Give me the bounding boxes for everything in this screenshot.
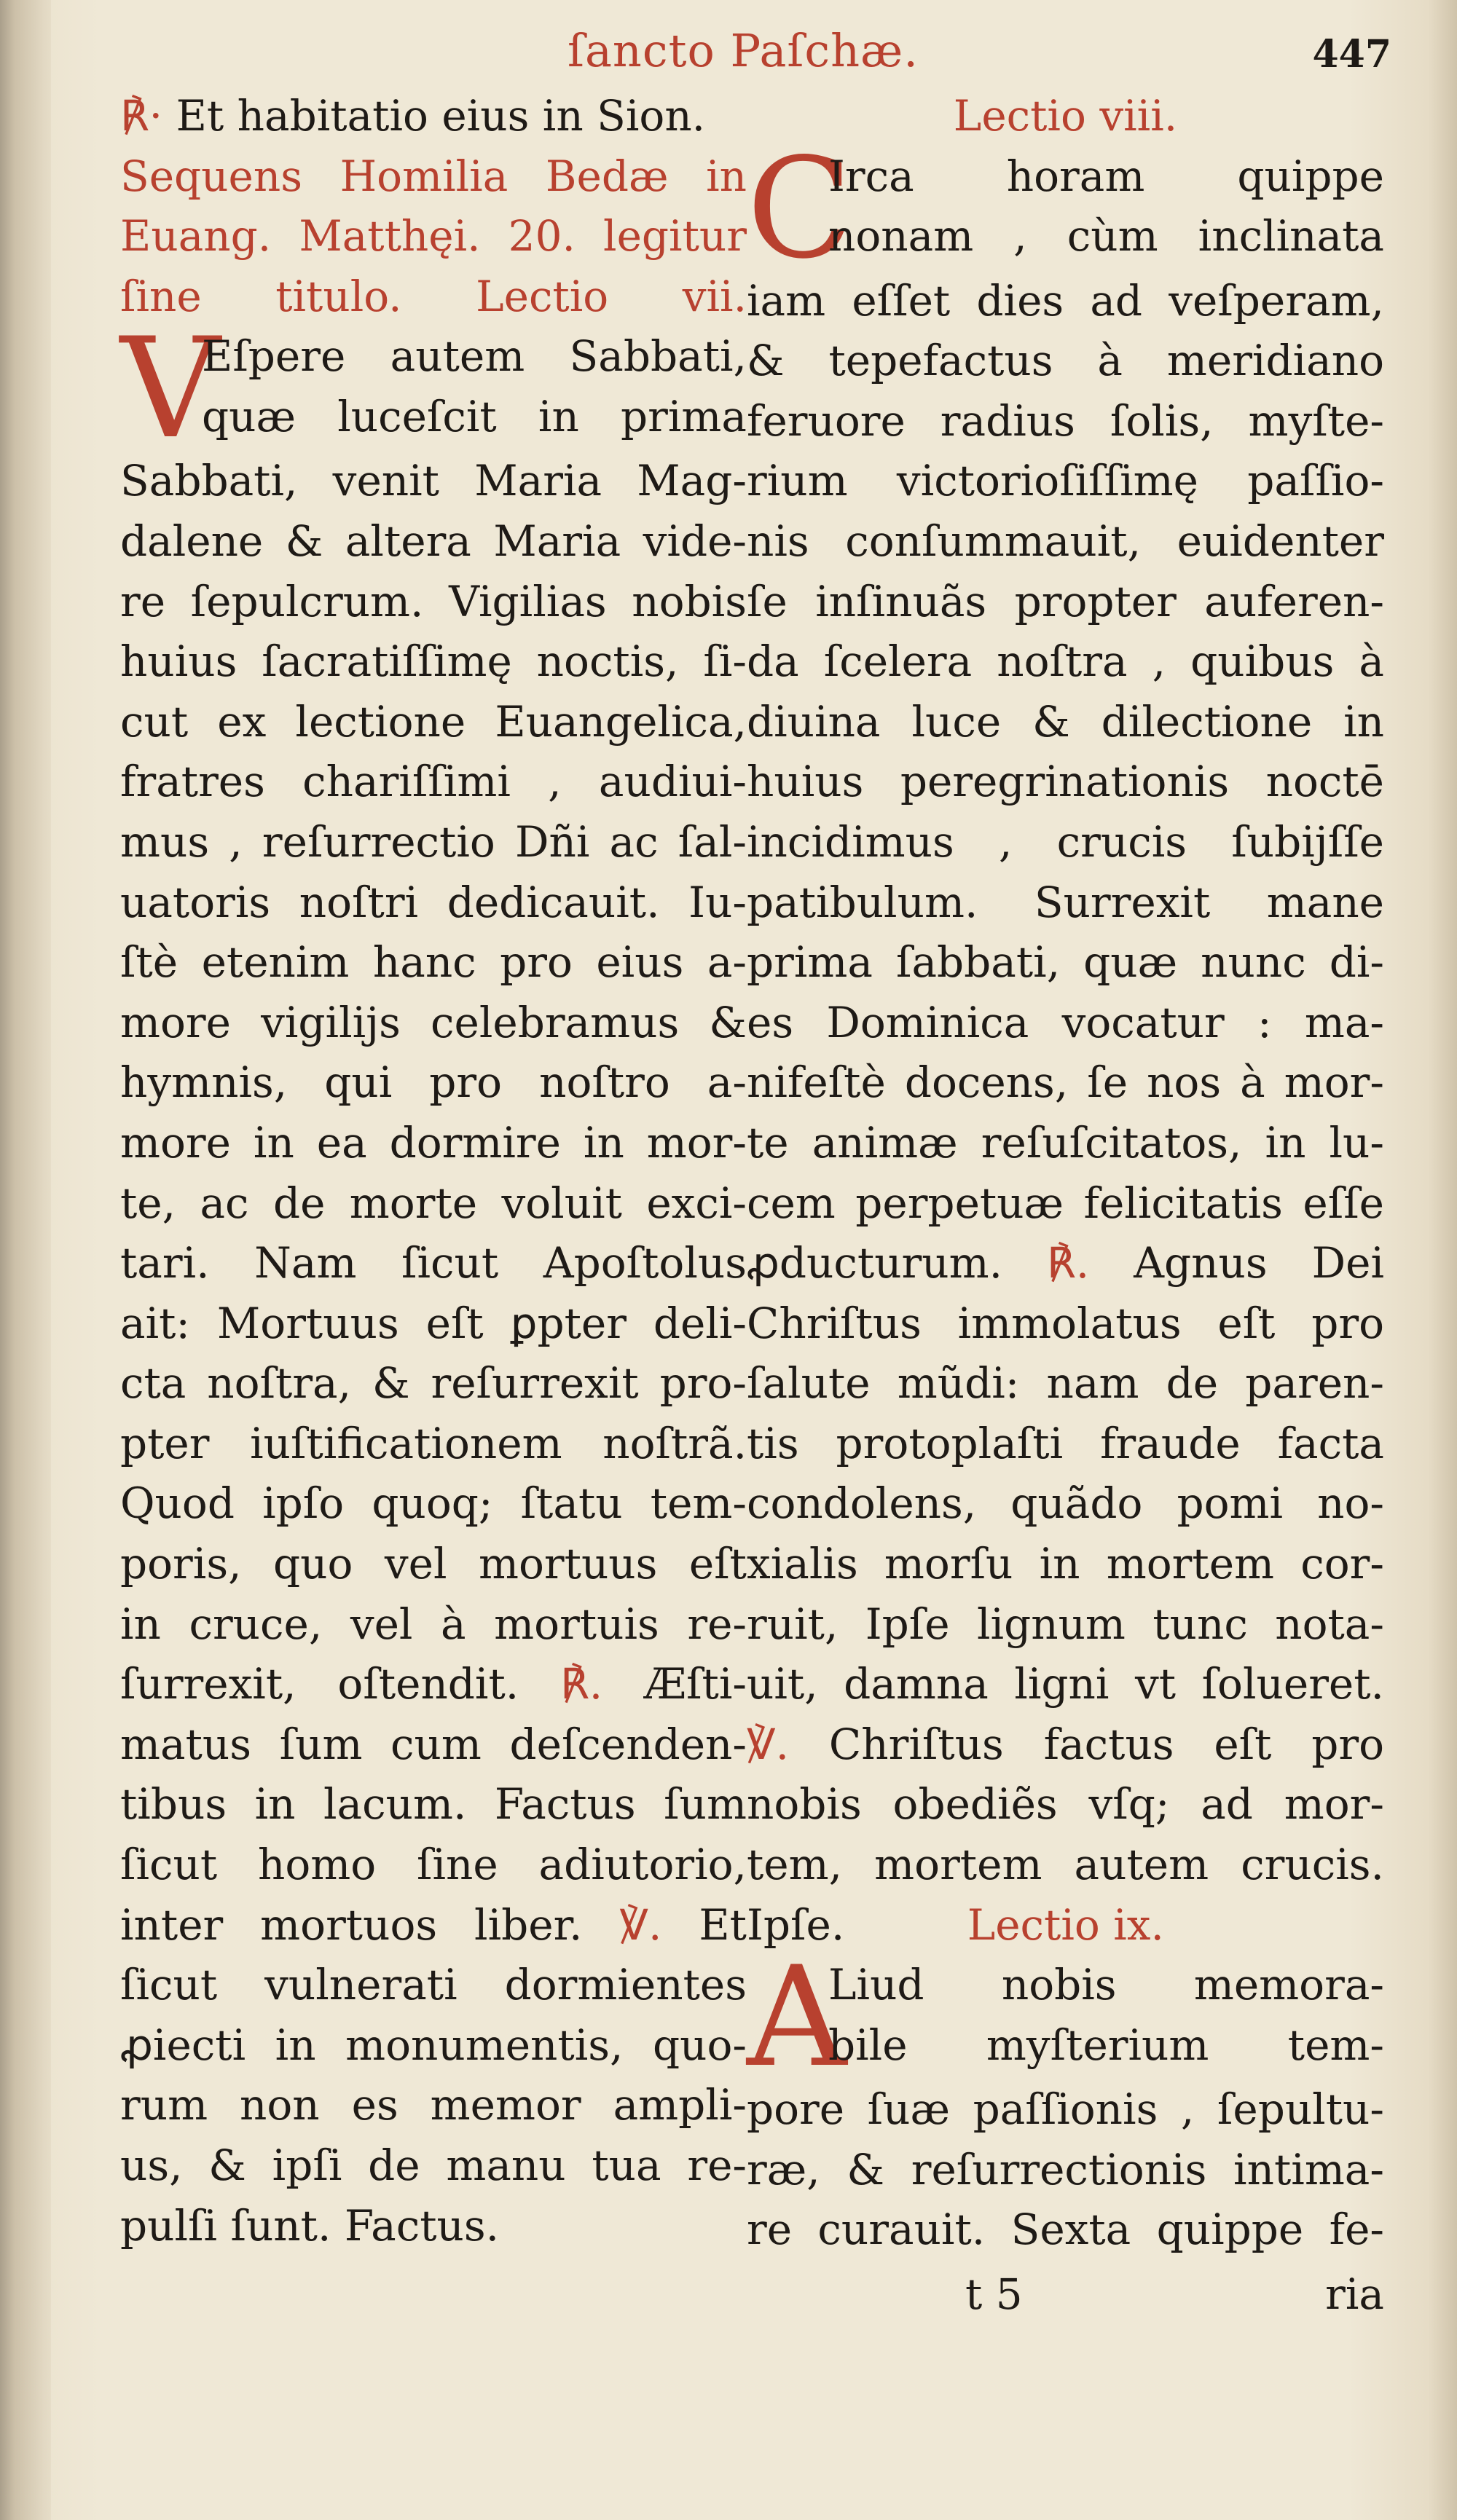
text-line: pore ſuæ paſſionis , ſepultu- [747, 2084, 1384, 2135]
left-line-1 [120, 86, 747, 146]
text-line: re curauit. Sexta quippe fe- [747, 2205, 1384, 2255]
left-column [120, 86, 747, 2256]
versicle-line [747, 1714, 1384, 1775]
text-line: hymnis, qui pro noſtro a- [120, 1058, 747, 1108]
signature-mark: t 5 [965, 2269, 1023, 2319]
responsory-after: Æſti- [644, 1659, 747, 1709]
text-line: ſicut vulnerati dormientes [120, 1960, 747, 2010]
text-line: ſtè etenim hanc pro eius a- [120, 937, 747, 988]
dropcap-c: C [747, 127, 853, 289]
running-head: ſancto Paſchæ. [568, 24, 919, 77]
catchword: ria [1325, 2269, 1384, 2319]
text-line: nobis obediẽs vſq; ad mor- [747, 1779, 1384, 1830]
lectio-vii-heading: Lectio vii. [476, 271, 747, 321]
text-line: & tepefactus à meridiano [747, 336, 1384, 386]
right-column [747, 86, 1384, 2260]
versicle-mark: ℣. [747, 1719, 790, 1769]
responsory-before: ꝓducturum. [747, 1238, 1003, 1288]
lectio-vii-line-2: quæ luceſcit in prima [202, 391, 747, 441]
lectio-viii-line-1: Irca horam quippe [828, 151, 1384, 201]
ipse-text: Ipſe. [747, 1899, 845, 1950]
text-line: Sabbati, venit Maria Mag- [120, 456, 747, 506]
text-line: Quod ipſo quoq; ſtatu tem- [120, 1478, 747, 1529]
text-line: in cruce, vel à mortuis re- [120, 1599, 747, 1649]
text-line: feruore radius ſolis, myſte- [747, 395, 1384, 446]
text-line: incidimus , crucis ſubijſſe [747, 816, 1384, 867]
rubric-sine-titulo: ſine titulo. [120, 271, 402, 321]
text-line-last: pulſi ſunt. Factus. [120, 2200, 500, 2251]
text-line: us, & ipſi de manu tua re- [120, 2141, 747, 2190]
text-line: dalene & altera Maria vide- [120, 516, 747, 566]
text-line: matus ſum cum deſcenden- [120, 1719, 747, 1769]
responsory-line [747, 1233, 1384, 1294]
lectio-viii-heading: Lectio viii. [953, 91, 1178, 141]
text-line: ſalute mũdi: nam de paren- [747, 1358, 1384, 1409]
text-line: rium victorioſiſſimę paſſio- [747, 456, 1384, 506]
text-line: ruit, Ipſe lignum tunc nota- [747, 1599, 1384, 1649]
responsory-after: Agnus Dei [1134, 1238, 1384, 1288]
lectio-vii-line-1: Eſpere autem Sabbati, [202, 331, 747, 382]
rubric-line-3 [120, 267, 747, 327]
text-line: uit, damna ligni vt ſolueret. [747, 1659, 1384, 1709]
page-gutter-shadow [0, 0, 51, 2520]
responsory-before: ſurrexit, oſtendit. [120, 1659, 519, 1709]
text-line: es Dominica vocatur : ma- [747, 997, 1384, 1047]
text-line: Chriſtus immolatus eſt pro [747, 1298, 1384, 1348]
text-line: te, ac de morte voluit exci- [120, 1178, 747, 1228]
text-line: pter iuſtificationem noſtrã. [120, 1418, 747, 1468]
responsory-mark: ℟. [1047, 1238, 1090, 1288]
dropcap-a: A [747, 1937, 847, 2098]
text-line: tem, mortem autem crucis. [747, 1840, 1384, 1890]
text-line: condolens, quãdo pomi no- [747, 1478, 1384, 1529]
text-line: ræ, & reſurrectionis intima- [747, 2144, 1384, 2194]
versicle-after: Et [699, 1899, 747, 1950]
lectio-ix-line-1: Liud nobis memora- [828, 1960, 1384, 2010]
text-line: te animæ reſuſcitatos, in lu- [747, 1117, 1384, 1168]
text-line: huius ſacratiſſimę noctis, ſi- [120, 637, 747, 687]
text-line: uatoris noſtri dedicauit. Iu- [120, 877, 747, 927]
text-line: cta noſtra, & reſurrexit pro- [120, 1358, 747, 1409]
text-line: cut ex lectione Euangelica, [120, 696, 747, 747]
responsory-line [120, 1654, 747, 1714]
text-line: cem perpetuæ felicitatis eſſe [747, 1178, 1384, 1228]
left-line-1-text: Et habitatio eius in Sion. [176, 91, 706, 141]
text-line: patibulum. Surrexit mane [747, 877, 1384, 927]
lectio-ix-block [747, 1937, 1384, 2098]
text-line: prima ſabbati, quæ nunc di- [747, 937, 1384, 988]
versicle-after: Chriſtus factus eſt pro [828, 1719, 1384, 1769]
lectio-ix-line-2: bile myſterium tem- [828, 2020, 1384, 2070]
lectio-ix-heading: Lectio ix. [967, 1899, 1164, 1950]
page-footer [747, 2265, 1384, 2323]
text-line: poris, quo vel mortuus eſt [120, 1539, 747, 1589]
text-line: ſicut homo ſine adiutorio, [120, 1840, 747, 1890]
text-line: iam eſſet dies ad veſperam, [747, 275, 1384, 326]
text-line: nis conſummauit, euidenter [747, 516, 1384, 566]
rubric-line-1: Sequens Homilia Bedæ in [120, 151, 747, 201]
text-line: rum non es memor ampli- [120, 2080, 747, 2130]
versicle-mark: ℣. [619, 1899, 662, 1950]
text-line: tibus in lacum. Factus ſum [120, 1779, 747, 1830]
lectio-vii-block [120, 308, 747, 470]
versicle-line [120, 1895, 747, 1956]
text-line: tari. Nam ſicut Apoſtolus [120, 1238, 747, 1288]
text-line: nifeſtè docens, ſe nos à mor- [747, 1058, 1384, 1108]
responsory-mark: ℟. [560, 1659, 603, 1709]
lectio-viii-line-2: nonam , cùm inclinata [828, 211, 1384, 261]
text-line: ſe inſinuãs propter auferen- [747, 576, 1384, 626]
dropcap-v: V [120, 308, 221, 470]
text-line: diuina luce & dilectione in [747, 696, 1384, 747]
text-line: xialis morſu in mortem cor- [747, 1539, 1384, 1589]
responsory-mark: ℟· [120, 91, 163, 141]
text-line: ait: Mortuus eſt ꝑpter deli- [120, 1298, 747, 1348]
text-line: ꝓiecti in monumentis, quo- [120, 2020, 747, 2070]
text-line: mus , reſurrectio Dñi ac ſal- [120, 816, 747, 867]
text-line: tis protoplaſti fraude facta [747, 1418, 1384, 1468]
rubric-line-2: Euang. Matthęi. 20. legitur [120, 211, 747, 261]
versicle-before: inter mortuos liber. [120, 1899, 583, 1950]
lectio-ix-line [747, 1895, 1384, 1956]
lectio-viii-block [747, 127, 1384, 289]
folio-number: 447 [1312, 32, 1391, 76]
text-line: re ſepulcrum. Vigilias nobis [120, 576, 747, 626]
text-line: more in ea dormire in mor- [120, 1117, 747, 1168]
text-line: da ſcelera noſtra , quibus à [747, 637, 1384, 687]
text-line: huius peregrinationis noctē [747, 757, 1384, 807]
text-line: more vigilijs celebramus & [120, 997, 747, 1047]
text-line: fratres chariſſimi , audiui- [120, 757, 747, 807]
